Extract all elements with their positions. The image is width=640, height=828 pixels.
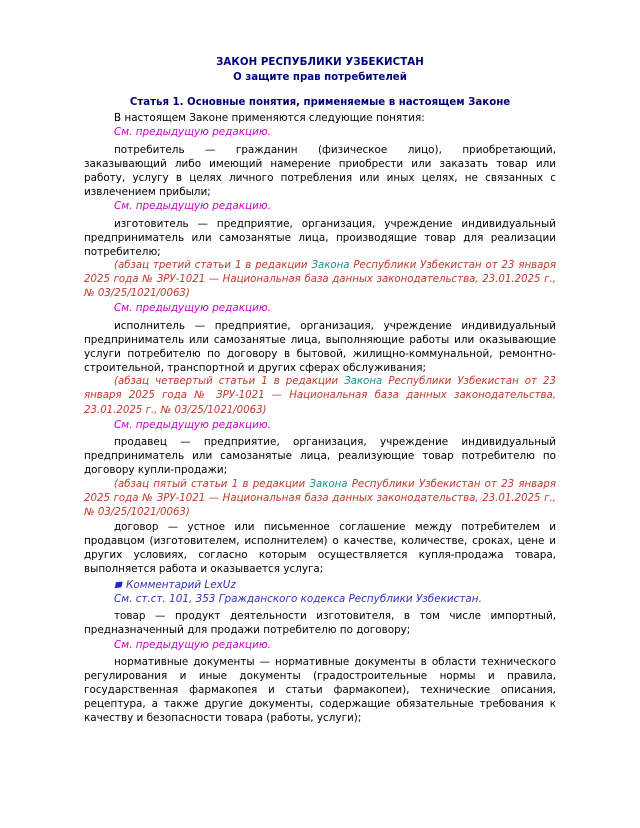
intro-paragraph: В настоящем Законе применяются следующие понятия: [114,112,425,125]
definition-ispolnitel: исполнитель — предприятие, организация, учреждение индивидуальный предприниматель или самозанятые лица, выполняющие работы или оказывающие услуги потребителю по договору в бытовой, жилищно-коммунальной, ремонтно-строительной, транспортной и других сферах обслуживания; [84,319,556,375]
document-body [84,56,556,725]
law-title: ЗАКОН РЕСПУБЛИКИ УЗБЕКИСТАН [216,57,424,68]
lexuz-code-reference[interactable]: См. ст.ст. 101, 353 Гражданского кодекса Республики Узбекистан. [114,592,482,605]
amendment-text-lead: (абзац пятый статьи 1 в редакции [114,478,310,490]
definition-izgotovitel: изготовитель — предприятие, организация, учреждение индивидуальный предприниматель или самозанятые лица, производящие товар для реализации потребителю; [84,217,556,258]
prev-edition-link-5[interactable]: См. предыдущую редакцию. [114,638,271,651]
law-link-fourth[interactable]: Закона [344,376,383,388]
definition-potrebitel: потребитель — гражданин (физическое лицо), приобретающий, заказывающий либо имеющий намерение приобрести или заказать товар или работу, услугу в целях личного потребления или иных целях, не связанных с извлечением прибыли; [84,143,556,199]
amendment-text-tail: Республики Узбекистан от 23 января 2025 года № ЗРУ-1021 — Национальная база данных законодательства, 23.01.2025 г., № 03/25/1021/0063) [84,376,556,416]
prev-edition-link-1[interactable]: См. предыдущую редакцию. [114,126,271,139]
flag-icon [114,581,123,589]
law-link-third[interactable]: Закона [311,259,350,271]
law-subtitle: О защите прав потребителей [233,71,407,83]
prev-edition-link-3[interactable]: См. предыдущую редакцию. [114,302,271,315]
definition-dogovor: договор — устное или письменное соглашение между потребителем и продавцом (изготовителем, исполнителем) о качестве, количестве, сроках, цене и других условиях, согласно которым осуществляется купля-продажа товара, выполняется работа и оказывается услуга; [84,521,556,576]
amendment-text-lead: (абзац четвертый статьи 1 в редакции [114,376,345,388]
definition-tovar: товар — продукт деятельности изготовителя, в том числе импортный, предназначенный для продажи потребителю по договору; [84,610,556,637]
lexuz-heading-label: Комментарий LexUz [126,578,236,591]
amendment-text-lead: (абзац третий статьи 1 в редакции [114,259,312,271]
amendment-text-tail: Республики Узбекистан от 23 января 2025 года № ЗРУ-1021 — Национальная база данных законодательства, 23.01.2025 г., № 03/25/1021/0063) [84,478,557,518]
article-heading: Статья 1. Основные понятия, применяемые в настоящем Законе [129,96,511,108]
definition-prodavec: продавец — предприятие, организация, учреждение индивидуальный предприниматель или самозанятые лица, реализующие товар потребителю по договору купли-продажи; [84,436,556,477]
definition-normativnye-dokumenty: нормативные документы — нормативные документы в области технического регулирования и иные документы (градостроительные нормы и правила, государственная фармакопея и статьи фармакопеи), технические описания, рецептура, а также другие документы, содержащие обязательные требования к качеству и безопасности товара (работы, услуги); [84,655,556,725]
lexuz-commentary-heading[interactable] [84,578,556,592]
prev-edition-link-2[interactable]: См. предыдущую редакцию. [114,200,271,213]
amendment-note-fourth [84,375,556,418]
amendment-note-third [84,259,556,302]
amendment-text-tail: Республики Узбекистан от 23 января 2025 года № ЗРУ-1021 — Национальная база данных законодательства, 23.01.2025 г., № 03/25/1021/0063) [84,259,556,300]
prev-edition-link-4[interactable]: См. предыдущую редакцию. [114,418,271,431]
law-link-fifth[interactable]: Закона [309,478,348,490]
amendment-note-fifth [84,478,556,521]
